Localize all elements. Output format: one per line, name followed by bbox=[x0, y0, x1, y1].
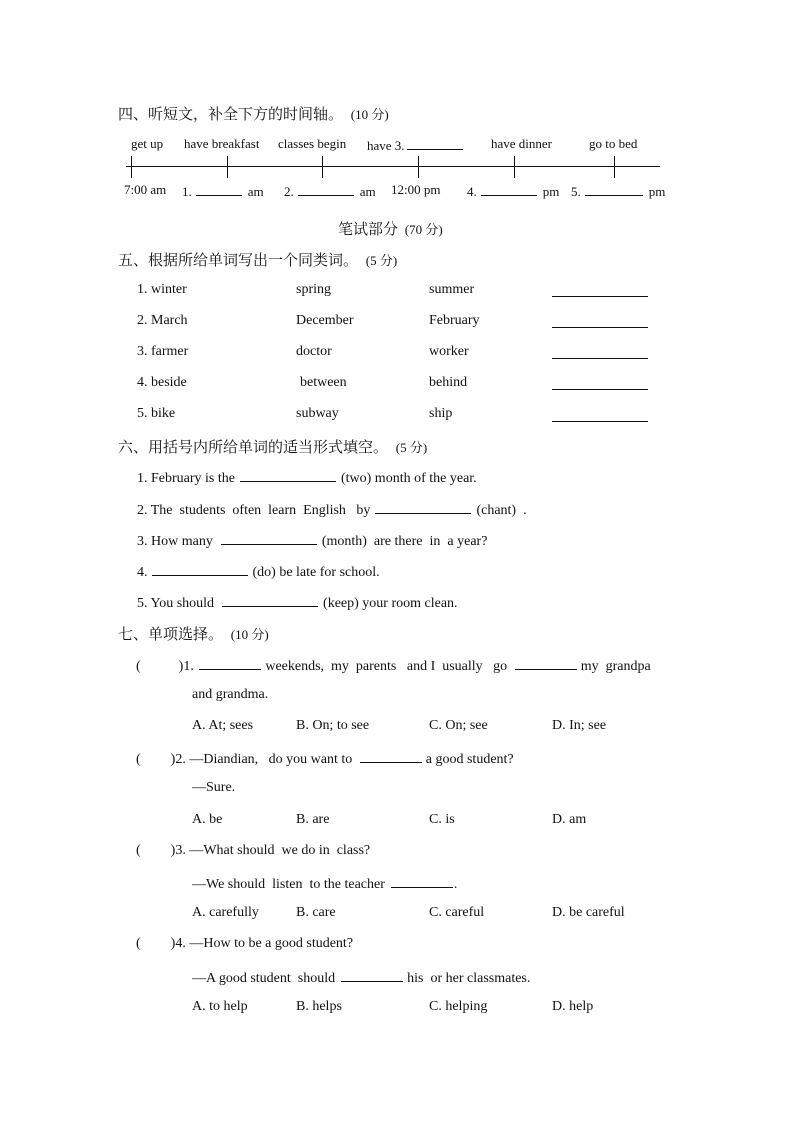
word-cell: 1. winter bbox=[137, 282, 187, 297]
word-cell: summer bbox=[429, 282, 475, 297]
word-cell: February bbox=[429, 313, 480, 328]
question-blank[interactable] bbox=[341, 968, 403, 982]
option-a[interactable]: A. be bbox=[192, 812, 223, 827]
section7-heading: 七、单项选择。 (10 分) bbox=[118, 627, 269, 643]
option-d[interactable]: D. In; see bbox=[552, 718, 607, 733]
timeline-time-1: 7:00 am bbox=[124, 182, 167, 197]
question-3-line2: —We should listen to the teacher . bbox=[192, 874, 457, 893]
question-1-line2: and grandma. bbox=[192, 687, 269, 702]
question-blank[interactable] bbox=[391, 874, 453, 888]
word-cell: December bbox=[296, 313, 354, 328]
option-a[interactable]: A. carefully bbox=[192, 905, 259, 920]
word-cell: spring bbox=[296, 282, 331, 297]
answer-blank-2[interactable] bbox=[298, 182, 354, 196]
word-cell: between bbox=[300, 375, 347, 390]
word-cell: 2. March bbox=[137, 313, 188, 328]
section5-heading: 五、根据所给单词写出一个同类词。 (5 分) bbox=[118, 253, 398, 269]
fill-blank[interactable] bbox=[240, 468, 336, 482]
option-c[interactable]: C. helping bbox=[429, 999, 488, 1014]
section6-heading: 六、用括号内所给单词的适当形式填空。 (5 分) bbox=[118, 440, 428, 456]
timeline-time-2: 1. am bbox=[182, 184, 264, 199]
fill-item-1: 1. February is the (two) month of the year. bbox=[137, 468, 477, 487]
question-3: ( )3. —What should we do in class? bbox=[136, 843, 371, 858]
timeline-tick bbox=[322, 156, 323, 178]
option-c[interactable]: C. careful bbox=[429, 905, 485, 920]
timeline-time-4: 12:00 pm bbox=[391, 182, 441, 197]
option-c[interactable]: C. is bbox=[429, 812, 455, 827]
word-cell: 4. beside bbox=[137, 375, 187, 390]
word-cell: 5. bike bbox=[137, 406, 176, 421]
timeline-label-dinner: have dinner bbox=[491, 136, 553, 151]
timeline-tick bbox=[514, 156, 515, 178]
fill-item-5: 5. You should (keep) your room clean. bbox=[137, 593, 458, 612]
word-cell: 3. farmer bbox=[137, 344, 189, 359]
answer-blank-3[interactable] bbox=[407, 136, 463, 150]
timeline-time-6: 5. pm bbox=[571, 184, 666, 199]
timeline-label-have3: have 3. bbox=[367, 136, 463, 154]
fill-blank[interactable] bbox=[375, 500, 471, 514]
option-b[interactable]: B. are bbox=[296, 812, 330, 827]
question-blank[interactable] bbox=[360, 749, 422, 763]
timeline-time-5: 4. pm bbox=[467, 184, 560, 199]
word-cell: worker bbox=[429, 344, 469, 359]
option-d[interactable]: D. am bbox=[552, 812, 587, 827]
answer-line[interactable] bbox=[552, 358, 648, 359]
option-b[interactable]: B. care bbox=[296, 905, 336, 920]
answer-bracket[interactable]: ( bbox=[136, 659, 141, 674]
answer-bracket[interactable]: ( bbox=[136, 843, 141, 858]
option-b[interactable]: B. On; to see bbox=[296, 718, 370, 733]
fill-item-4: 4. (do) be late for school. bbox=[137, 562, 380, 581]
question-blank[interactable] bbox=[199, 656, 261, 670]
option-d[interactable]: D. be careful bbox=[552, 905, 625, 920]
answer-bracket[interactable]: ( bbox=[136, 936, 141, 951]
question-4: ( )4. —How to be a good student? bbox=[136, 936, 354, 951]
option-a[interactable]: A. At; sees bbox=[192, 718, 254, 733]
timeline-time-3: 2. am bbox=[284, 184, 376, 199]
option-b[interactable]: B. helps bbox=[296, 999, 342, 1014]
timeline-label-get-up: get up bbox=[131, 136, 164, 151]
section4-heading: 四、听短文，补全下方的时间轴。 (10 分) bbox=[118, 107, 389, 123]
written-part-title: 笔试部分 (70 分) bbox=[338, 222, 443, 238]
fill-item-3: 3. How many (month) are there in a year? bbox=[137, 531, 487, 550]
question-2-line2: —Sure. bbox=[192, 780, 236, 795]
word-cell: ship bbox=[429, 406, 453, 421]
answer-blank-1[interactable] bbox=[196, 182, 242, 196]
answer-bracket[interactable]: ( bbox=[136, 752, 141, 767]
option-c[interactable]: C. On; see bbox=[429, 718, 488, 733]
fill-blank[interactable] bbox=[221, 531, 317, 545]
question-1: ( )1. weekends, my parents and I usually go my grandpa bbox=[136, 656, 651, 675]
fill-item-2: 2. The students often learn English by (chant) . bbox=[137, 500, 527, 519]
word-cell: subway bbox=[296, 406, 339, 421]
answer-line[interactable] bbox=[552, 327, 648, 328]
timeline-label-classes: classes begin bbox=[278, 136, 347, 151]
timeline-label-bed: go to bed bbox=[589, 136, 638, 151]
answer-blank-5[interactable] bbox=[585, 182, 643, 196]
question-4-line2: —A good student should his or her classmates. bbox=[192, 968, 530, 987]
answer-line[interactable] bbox=[552, 296, 648, 297]
timeline-tick bbox=[614, 156, 615, 178]
question-2: ( )2. —Diandian, do you want to a good student? bbox=[136, 749, 514, 768]
word-cell: doctor bbox=[296, 344, 332, 359]
timeline-tick bbox=[131, 156, 132, 178]
question-blank[interactable] bbox=[515, 656, 577, 670]
fill-blank[interactable] bbox=[152, 562, 248, 576]
answer-line[interactable] bbox=[552, 421, 648, 422]
timeline-label-breakfast: have breakfast bbox=[184, 136, 260, 151]
option-d[interactable]: D. help bbox=[552, 999, 594, 1014]
timeline-axis bbox=[126, 166, 660, 167]
timeline-tick bbox=[227, 156, 228, 178]
answer-blank-4[interactable] bbox=[481, 182, 537, 196]
answer-line[interactable] bbox=[552, 389, 648, 390]
timeline-tick bbox=[418, 156, 419, 178]
word-cell: behind bbox=[429, 375, 468, 390]
fill-blank[interactable] bbox=[222, 593, 318, 607]
option-a[interactable]: A. to help bbox=[192, 999, 248, 1014]
